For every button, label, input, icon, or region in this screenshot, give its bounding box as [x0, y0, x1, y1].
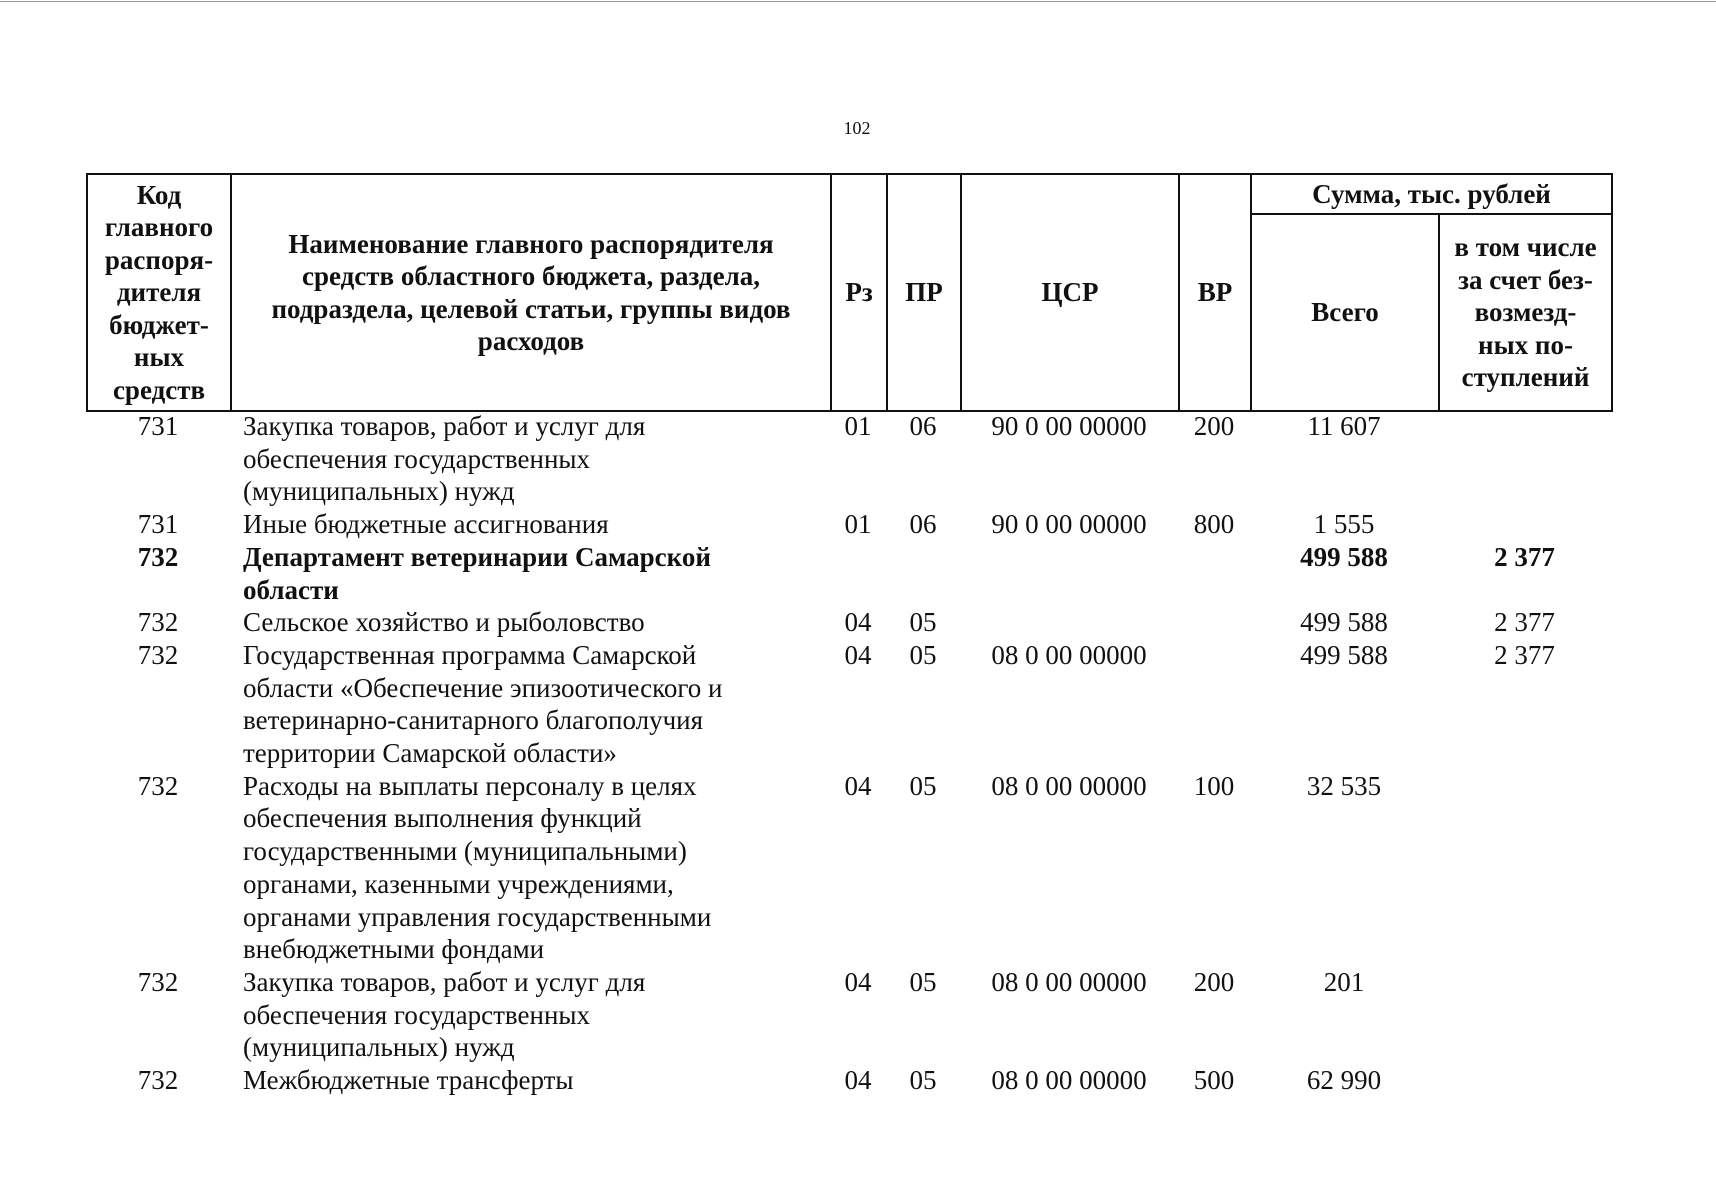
header-name: [231, 174, 831, 411]
row-grants: [1438, 410, 1611, 508]
row-code: 732: [137, 1065, 179, 1096]
header-code-line: распоря-: [104, 244, 214, 275]
row-total: 499 588: [1300, 607, 1388, 638]
header-name-line: подраздела, целевой статьи, группы видов: [271, 293, 791, 324]
row-name-line: Государственная программа Самарской: [243, 639, 697, 670]
row-name-line: (муниципальных) нужд: [243, 1032, 515, 1063]
header-grants-line: ных по-: [1478, 329, 1573, 360]
row-code: 732: [137, 607, 179, 638]
row-name: [230, 541, 830, 606]
row-rz: 01: [844, 411, 872, 441]
row-code: 731: [137, 509, 179, 540]
header-name-line: средств областного бюджета, раздела,: [302, 261, 760, 291]
row-grants: [1438, 1064, 1611, 1097]
row-name: [230, 639, 830, 770]
header-vr: ВР: [1179, 174, 1251, 411]
row-name-line: обеспечения государственных: [243, 443, 591, 474]
row-total: 1 555: [1313, 509, 1375, 540]
row-vr: 200: [1193, 966, 1235, 997]
row-rz: 04: [844, 966, 872, 997]
row-grants: [1438, 508, 1611, 541]
header-csr: ЦСР: [961, 174, 1179, 411]
row-total: 499 588: [1300, 639, 1388, 670]
row-name-line: обеспечения государственных: [243, 999, 591, 1030]
row-name-line: Закупка товаров, работ и услуг для: [243, 411, 646, 441]
row-vr: 100: [1193, 770, 1235, 801]
row-code: 731: [137, 411, 179, 441]
row-pr: 06: [909, 509, 937, 540]
row-csr: 08 0 00 00000: [991, 639, 1147, 670]
row-name-line: внебюджетными фондами: [243, 934, 545, 965]
row-csr: 08 0 00 00000: [991, 770, 1147, 801]
row-grants: 2 377: [1494, 639, 1555, 670]
table-row-department: [86, 541, 1611, 606]
row-pr: [886, 541, 960, 606]
row-rz: 04: [844, 607, 872, 638]
header-grants-line: ступлений: [1461, 362, 1590, 393]
row-pr: 05: [909, 1065, 937, 1096]
row-csr: 90 0 00 00000: [991, 411, 1147, 441]
header-grants-line: за счет без-: [1458, 264, 1593, 295]
row-name-line: Департамент ветеринарии Самарской: [243, 541, 711, 572]
row-csr: 08 0 00 00000: [991, 1065, 1147, 1096]
table-header: [86, 173, 1613, 412]
row-total: 11 607: [1307, 411, 1381, 441]
row-name-line: Закупка товаров, работ и услуг для: [243, 966, 646, 997]
header-code-line: бюджет-: [109, 309, 209, 340]
header-code: [87, 174, 231, 411]
row-name-line: Иные бюджетные ассигнования: [243, 509, 609, 540]
row-rz: 04: [844, 770, 872, 801]
row-name-line: Сельское хозяйство и рыболовство: [243, 607, 645, 638]
table-row: [86, 770, 1611, 966]
header-code-line: Код: [136, 179, 182, 210]
header-grants-line: в том числе: [1454, 232, 1597, 263]
header-name-line: расходов: [477, 326, 585, 356]
table-row: [86, 410, 1611, 508]
row-total: 201: [1323, 966, 1365, 997]
row-name-line: органами, казенными учреждениями,: [243, 868, 674, 899]
row-name-line: области: [243, 574, 339, 605]
row-name-line: (муниципальных) нужд: [243, 476, 515, 507]
row-name-line: территории Самарской области»: [243, 738, 617, 769]
row-rz: 04: [844, 1065, 872, 1096]
header-pr: ПР: [887, 174, 961, 411]
row-grants: [1438, 770, 1611, 966]
row-csr: [960, 541, 1178, 606]
header-name-line: Наименование главного распорядителя: [288, 228, 774, 259]
row-name-line: государственными (муниципальными): [243, 836, 687, 867]
row-vr: [1178, 541, 1250, 606]
row-name-line: Расходы на выплаты персоналу в целях: [243, 770, 697, 801]
row-total: 62 990: [1306, 1065, 1382, 1096]
row-name-line: Межбюджетные трансферты: [243, 1065, 574, 1096]
table-row: [86, 606, 1611, 639]
row-name: [230, 606, 830, 639]
row-grants: 2 377: [1494, 541, 1555, 572]
row-vr: 200: [1193, 411, 1235, 441]
table-row: [86, 508, 1611, 541]
row-rz: 04: [844, 639, 872, 670]
table-body: [86, 410, 1611, 1097]
header-code-line: дителя: [116, 277, 202, 308]
table-row: [86, 966, 1611, 1064]
header-code-line: главного: [104, 212, 214, 243]
header-total: Всего: [1251, 214, 1439, 411]
row-grants: 2 377: [1494, 607, 1555, 638]
row-pr: 05: [909, 966, 937, 997]
row-rz: [830, 541, 886, 606]
row-vr: 500: [1193, 1065, 1235, 1096]
row-name: [230, 966, 830, 1064]
row-code: 732: [137, 541, 179, 572]
table-row: [86, 639, 1611, 770]
header-rz: Рз: [831, 174, 887, 411]
row-pr: 06: [909, 411, 937, 441]
row-code: 732: [137, 770, 179, 801]
row-grants: [1438, 966, 1611, 1064]
row-csr: [960, 606, 1178, 639]
header-code-line: ных: [133, 342, 185, 373]
row-total: 32 535: [1306, 770, 1382, 801]
scan-edge-line: [0, 1, 1716, 2]
table-row: [86, 1064, 1611, 1097]
row-pr: 05: [909, 770, 937, 801]
row-name: [230, 1064, 830, 1097]
row-rz: 01: [844, 509, 872, 540]
row-csr: 08 0 00 00000: [991, 966, 1147, 997]
row-name: [230, 410, 830, 508]
header-grants-line: возмезд-: [1474, 297, 1577, 328]
row-vr: 800: [1193, 509, 1235, 540]
row-code: 732: [137, 966, 179, 997]
header-code-line: средств: [112, 374, 206, 405]
row-code: 732: [137, 639, 179, 670]
row-name-line: области «Обеспечение эпизоотического и: [243, 672, 723, 703]
row-vr: [1178, 639, 1250, 770]
row-name-line: органами управления государственными: [243, 901, 712, 932]
header-sum: Сумма, тыс. рублей: [1251, 174, 1612, 214]
row-name: [230, 508, 830, 541]
row-total: 499 588: [1300, 541, 1388, 572]
row-vr: [1178, 606, 1250, 639]
row-name: [230, 770, 830, 966]
row-pr: 05: [909, 639, 937, 670]
row-name-line: ветеринарно-санитарного благополучия: [243, 705, 704, 736]
header-grants: [1439, 214, 1612, 411]
row-csr: 90 0 00 00000: [991, 509, 1147, 540]
row-name-line: обеспечения выполнения функций: [243, 803, 642, 834]
row-pr: 05: [909, 607, 937, 638]
page-number: 102: [843, 118, 871, 138]
